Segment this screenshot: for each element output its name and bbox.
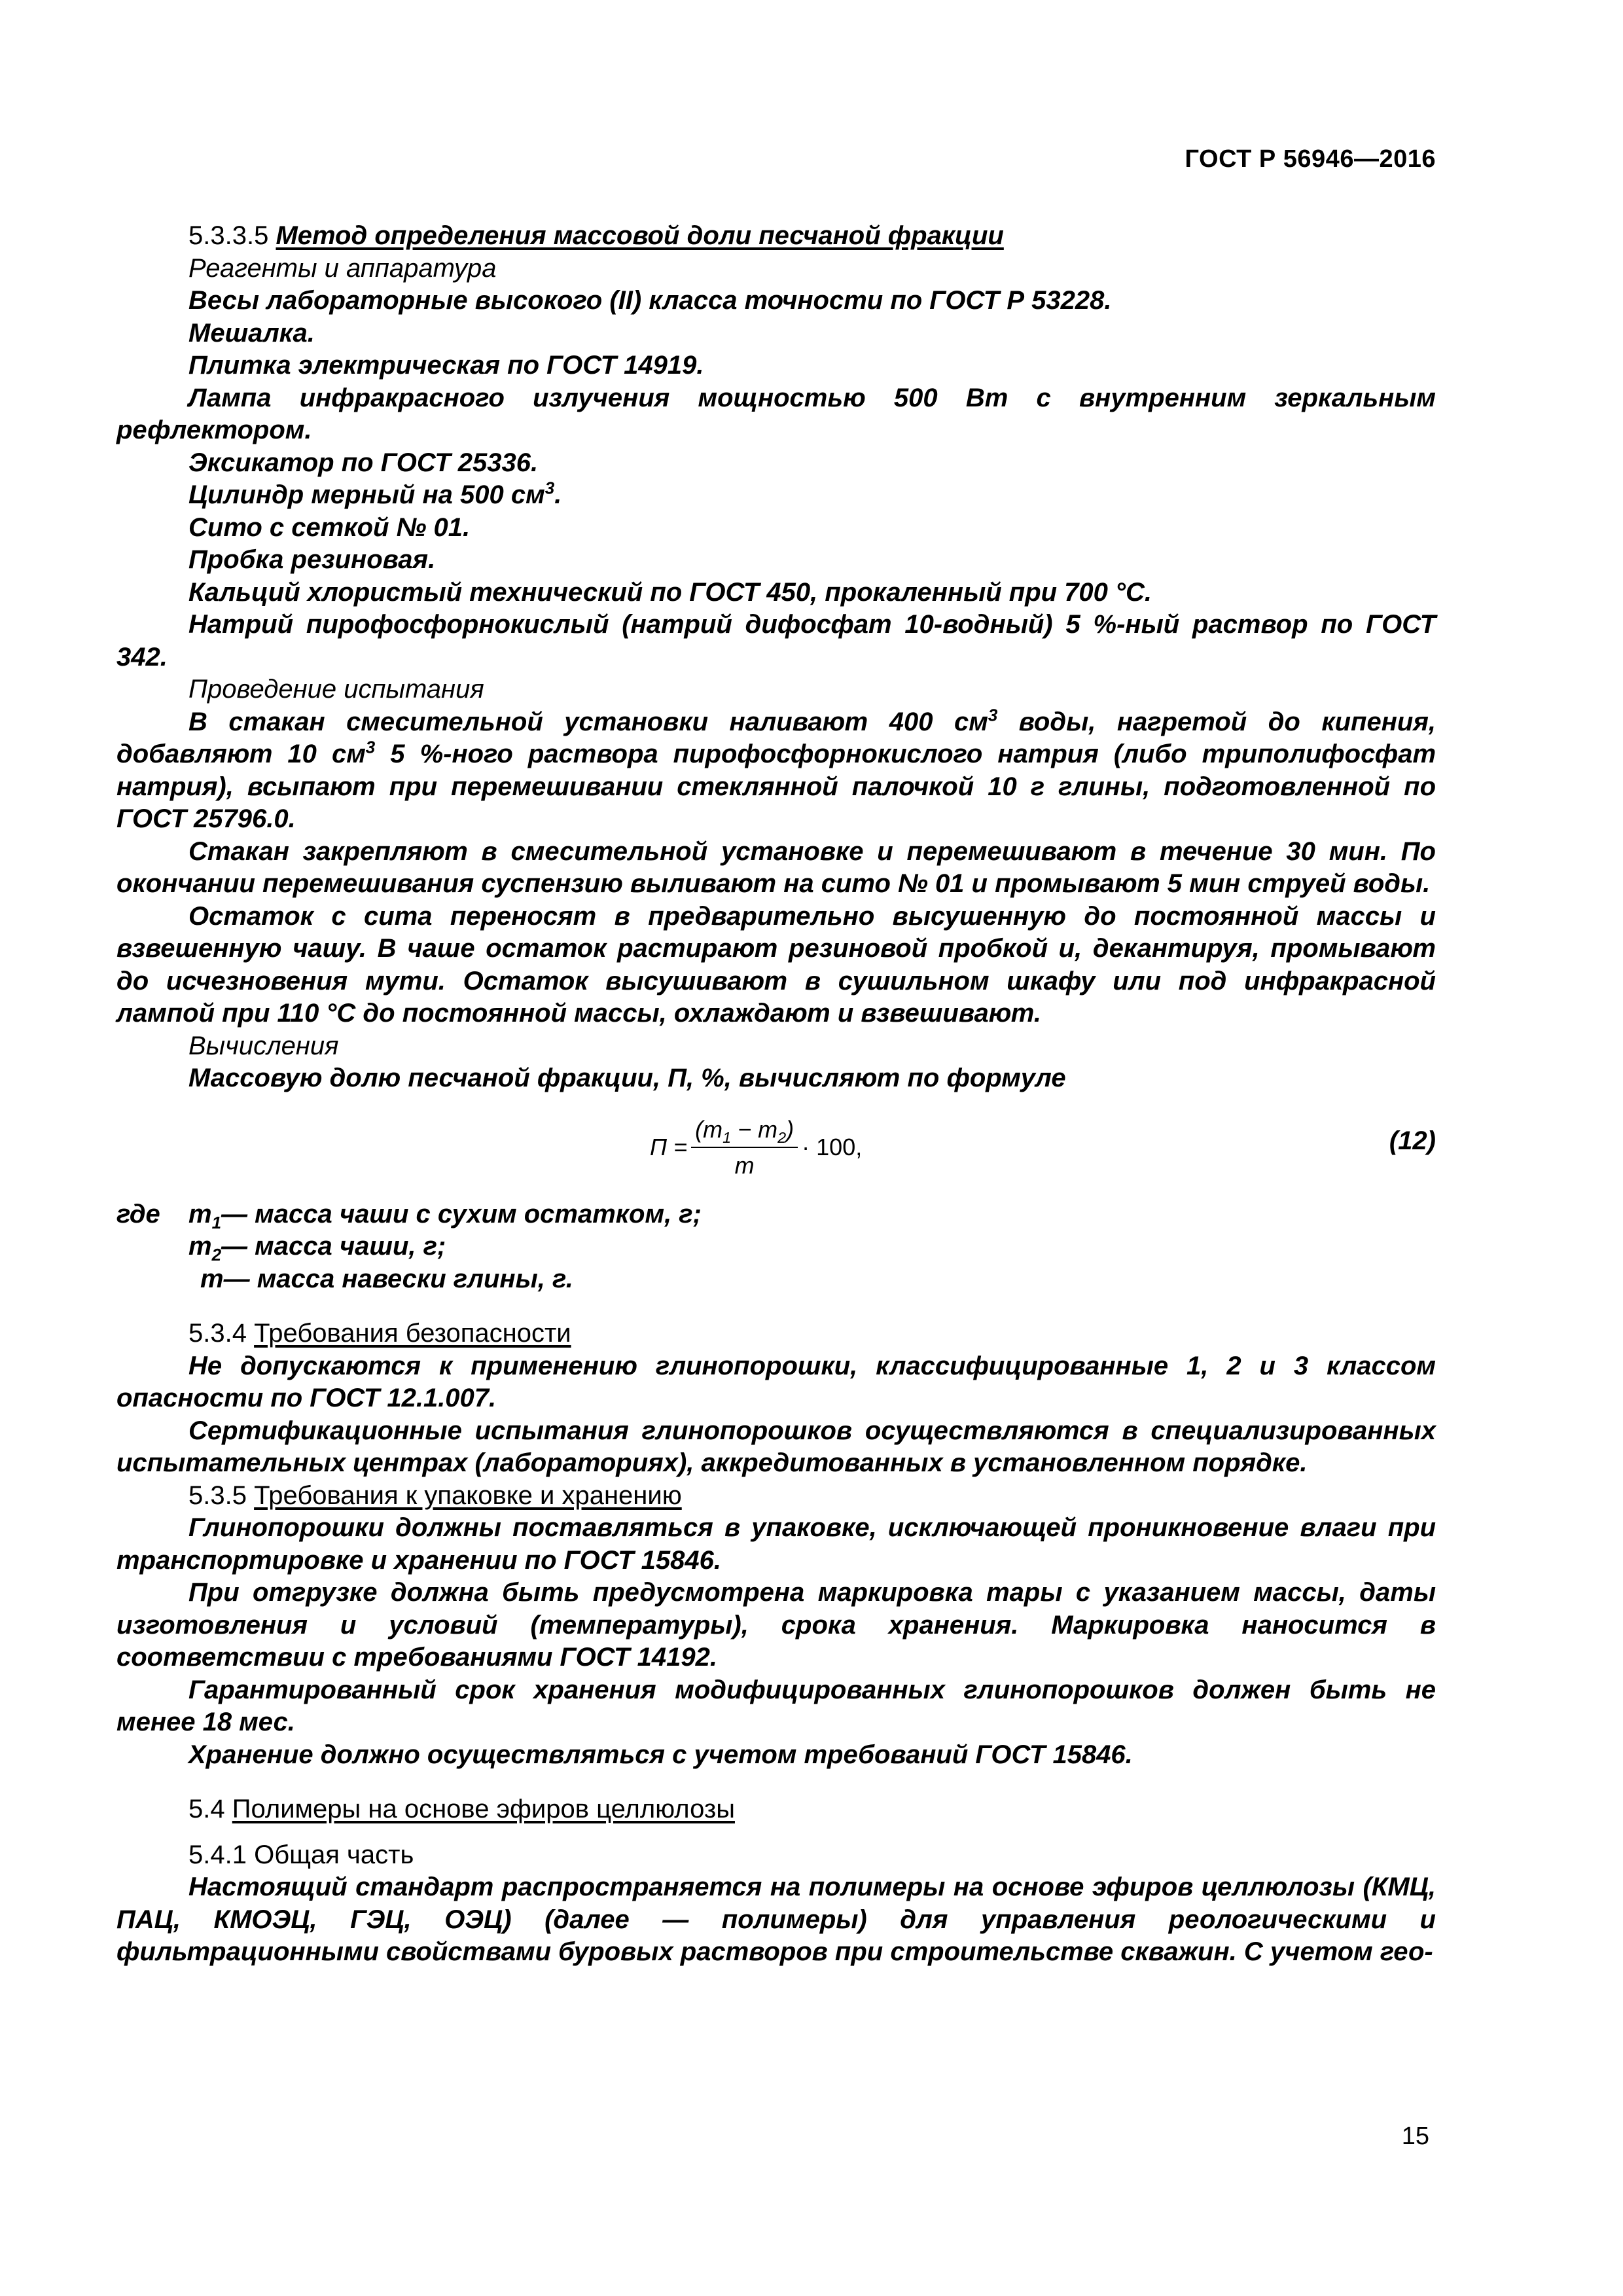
- where-symbol: [188, 1198, 221, 1231]
- section-heading-535: [116, 1480, 1436, 1513]
- list-item: Сито с сеткой № 01.: [188, 512, 471, 542]
- section-number: 5.4.1: [188, 1840, 247, 1869]
- text-run: воды, нагретой до кипения, добавляют 10 см: [116, 707, 1436, 768]
- section-title: Требования к упаковке и хранению: [254, 1480, 682, 1510]
- formula-fraction: [691, 1113, 798, 1182]
- list-item: Лампа инфракрасного излучения мощностью 500 Вт с внутренним зеркальным рефлектором.: [116, 383, 1436, 444]
- paragraph: При отгрузке должна быть предусмотрена маркировка тары с указанием массы, даты изготовления и условий (температуры), срока хранения. Маркировка наносится в соответствии с требованиями ГОСТ 14192.: [116, 1578, 1436, 1672]
- subscript: 2: [777, 1128, 787, 1146]
- formula-denominator: m: [734, 1152, 755, 1179]
- where-description: — масса чаши с сухим остатком, г;: [221, 1199, 702, 1229]
- section-number: 5.3.5: [188, 1480, 247, 1510]
- text-run: 5 %-ного раствора пирофосфорнокислого натрия (либо триполифосфат натрия), всыпают при перемешивании стеклянной палочкой 10 г глины, подготовленной по ГОСТ 25796.0.: [116, 740, 1436, 833]
- where-label: [116, 1263, 200, 1296]
- cylinder-text: Цилиндр мерный на 500 см: [188, 480, 545, 509]
- formula-tail: · 100,: [802, 1134, 863, 1161]
- section-title: Требования безопасности: [254, 1319, 571, 1348]
- where-symbol: [200, 1263, 224, 1296]
- text-run: В стакан смесительной установки наливают 400 см: [188, 707, 988, 736]
- list-item: Кальций хлористый технический по ГОСТ 450, прокаленный при 700 °С.: [188, 577, 1152, 607]
- num-part: (m: [695, 1115, 723, 1143]
- formula-numerator: [691, 1113, 798, 1149]
- section-heading-54: [116, 1793, 1436, 1826]
- list-item: [116, 479, 1436, 512]
- where-description: — масса чаши, г;: [221, 1232, 446, 1261]
- where-label: [116, 1230, 188, 1263]
- symbol: m: [200, 1264, 224, 1293]
- subscript: 2: [211, 1245, 222, 1265]
- symbol: m: [188, 1232, 212, 1261]
- where-row: [116, 1198, 1436, 1231]
- cylinder-end: .: [554, 480, 562, 509]
- subscript: 1: [211, 1212, 222, 1232]
- list-item: Натрий пирофосфорнокислый (натрий дифосфат 10-водный) 5 %-ный раствор по ГОСТ 342.: [116, 610, 1436, 672]
- paragraph: Хранение должно осуществляться с учетом требований ГОСТ 15846.: [188, 1740, 1133, 1769]
- procedure-paragraph: Стакан закрепляют в смесительной установке и перемешивают в течение 30 мин. По окончании перемешивания суспензию выливают на сито № 01 и промывают 5 мин струей воды.: [116, 836, 1436, 898]
- num-part: ): [786, 1115, 794, 1143]
- document-id-header: ГОСТ Р 56946—2016: [1185, 145, 1436, 173]
- section-title: Метод определения массовой доли песчаной фракции: [276, 221, 1004, 250]
- formula-lhs: П =: [650, 1134, 688, 1161]
- symbol: m: [188, 1199, 212, 1229]
- list-item: Мешалка.: [188, 318, 315, 348]
- formula-12: [116, 1111, 1436, 1189]
- section-title: Общая часть: [254, 1840, 414, 1869]
- superscript: 3: [365, 737, 376, 757]
- superscript: 3: [988, 705, 998, 725]
- list-item: Весы лабораторные высокого (II) класса точности по ГОСТ Р 53228.: [188, 286, 1112, 315]
- list-item: Пробка резиновая.: [188, 545, 436, 574]
- subheading-calculations: Вычисления: [188, 1031, 339, 1060]
- subscript: 1: [722, 1128, 732, 1146]
- paragraph: Гарантированный срок хранения модифицированных глинопорошков должен быть не менее 18 мес.: [116, 1675, 1436, 1736]
- procedure-paragraph: Остаток с сита переносят в предварительно высушенную до постоянной массы и взвешенную чашу. В чаше остаток растирают резиновой пробкой и, декантируя, промывают до исчезновения мути. Остаток высушивают в сушильном шкафу или под инфракрасной лампой при 110 °С до постоянной массы, охлаждают и взвешивают.: [116, 901, 1436, 1028]
- where-symbol: [188, 1230, 221, 1263]
- equation-number: (12): [1389, 1126, 1436, 1155]
- section-number: 5.3.3.5: [188, 221, 269, 250]
- superscript: 3: [544, 478, 555, 498]
- section-title: Полимеры на основе эфиров целлюлозы: [232, 1795, 735, 1823]
- section-heading-541: [116, 1839, 1436, 1872]
- procedure-paragraph: [116, 706, 1436, 836]
- paragraph: Глинопорошки должны поставляться в упаковке, исключающей проникновение влаги при транспортировке и хранении по ГОСТ 15846.: [116, 1513, 1436, 1575]
- paragraph: Настоящий стандарт распространяется на полимеры на основе эфиров целлюлозы (КМЦ, ПАЦ, КМОЭЦ, ГЭЦ, ОЭЦ) (далее — полимеры) для управления реологическими и фильтрационными свойствами буровых растворов при строительстве скважин. С учетом гео-: [116, 1873, 1436, 1966]
- page-number: 15: [1401, 2123, 1429, 2150]
- section-number: 5.4: [188, 1795, 225, 1823]
- num-part: − m: [731, 1115, 778, 1143]
- where-row: [116, 1230, 1436, 1263]
- section-number: 5.3.4: [188, 1319, 247, 1348]
- paragraph: Не допускаются к применению глинопорошки, классифицированные 1, 2 и 3 классом опасности по ГОСТ 12.1.007.: [116, 1351, 1436, 1412]
- where-description: — масса навески глины, г.: [223, 1264, 573, 1293]
- where-row: [116, 1263, 1436, 1296]
- section-heading-534: [116, 1318, 1436, 1350]
- document-body: [116, 220, 1436, 1969]
- subheading-procedure: Проведение испытания: [188, 675, 484, 704]
- section-heading-5335: [116, 220, 1436, 253]
- where-label: где: [116, 1199, 160, 1229]
- formula-expression: [650, 1113, 862, 1182]
- paragraph: Сертификационные испытания глинопорошков осуществляются в специализированных испытательных центрах (лабораториях), аккредитованных в установленном порядке.: [116, 1416, 1436, 1477]
- subheading-reagents: Реагенты и аппаратура: [188, 253, 497, 283]
- calc-intro: Массовую долю песчаной фракции, П, %, вычисляют по формуле: [188, 1064, 1066, 1092]
- list-item: Плитка электрическая по ГОСТ 14919.: [188, 351, 704, 380]
- list-item: Эксикатор по ГОСТ 25336.: [188, 448, 539, 477]
